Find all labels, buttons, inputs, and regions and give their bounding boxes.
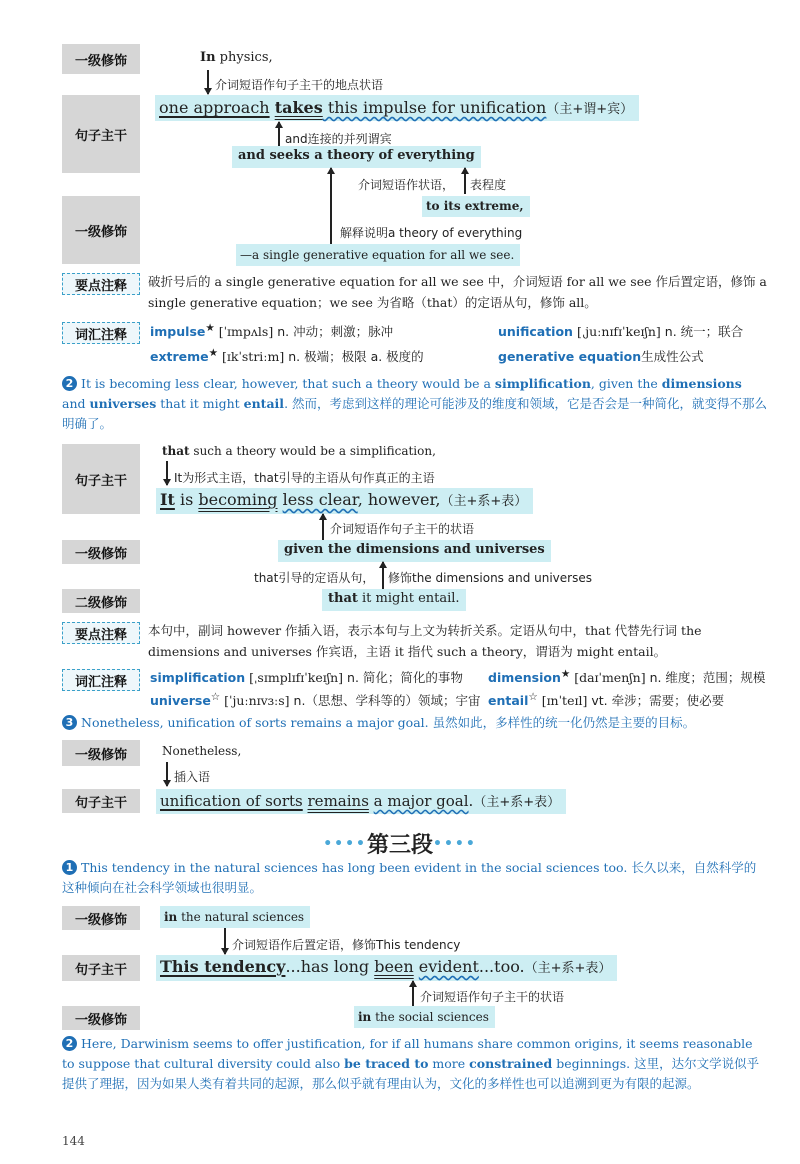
annotation-prep-adverbial: 介词短语作状语， [358, 178, 455, 192]
label-key-note-2: 要点注释 [62, 622, 140, 644]
label-level1-modifier-2: 一级修饰 [62, 196, 140, 264]
annotation-postpositive-attributive: 介词短语作后置定语，修饰This tendency [232, 938, 461, 952]
annotation-explain: 解释说明a theory of everything [340, 226, 523, 240]
annotation-formal-subject: It为形式主语，that引导的主语从句作真正的主语 [174, 471, 435, 485]
label-main-clause-3: 句子主干 [62, 789, 140, 813]
label-level2-modifier: 二级修饰 [62, 589, 140, 613]
page-number: 144 [62, 1134, 85, 1148]
modifier-in-physics: In physics, [200, 50, 273, 65]
paragraph-p3-sentence-1: 1 This tendency in the natural sciences has long been evident in the social sciences too. 长久以来，自然科学的这种倾向在社会科学领域也很明显。 [62, 860, 757, 895]
vocab-unification: unification [ˌjuːnɪfɪˈkeɪʃn] n. 统一；联合 [498, 324, 744, 340]
in-the-natural-sciences: in the natural sciences [160, 906, 310, 928]
main-clause-s1: one approach takes this impulse for unification（主+谓+宾） [155, 95, 639, 121]
vocab-universe: universe☆ [ˈjuːnɪvɜːs] n.（思想、学科等的）领域；宇宙 [150, 691, 481, 709]
section-title: ••••第三段•••• [323, 833, 477, 858]
vocab-extreme: extreme★ [ɪkˈstriːm] n. 极端；极限 a. 极度的 [150, 347, 424, 365]
paragraph-sentence-2: 2 It is becoming less clear, however, that such a theory would be a simplification, given the dimensions and universes that it might entail. 然而，考虑到这样的理论可能涉及的维度和领域，它是否会是一种简化，就变得不那么明确了。 [62, 376, 768, 431]
that-clause-subject: that such a theory would be a simplification, [162, 444, 436, 458]
label-main-clause-4: 句子主干 [62, 955, 140, 981]
label-key-note: 要点注释 [62, 273, 140, 295]
key-note-s1: 破折号后的 a single generative equation for all we see 中，介词短语 for all we see 作后置定语，修饰 a single generative equation；we see 为省略（that）的定语从句，修饰 all。 [148, 274, 767, 310]
label-main-clause-2: 句子主干 [62, 444, 140, 514]
vocab-generative-equation: generative equation生成性公式 [498, 349, 704, 364]
label-level1-modifier-4: 一级修饰 [62, 740, 140, 766]
dash-phrase: —a single generative equation for all we see. [236, 244, 520, 266]
vocab-impulse: impulse★ [ˈɪmpʌls] n. 冲动；刺激；脉冲 [150, 322, 394, 340]
vocab-entail: entail☆ [ɪnˈteɪl] vt. 牵涉；需要；使必要 [488, 691, 725, 709]
annotation-adverbial-3: 介词短语作句子主干的状语 [420, 990, 565, 1004]
label-level1-modifier-6: 一级修饰 [62, 1006, 140, 1030]
annotation-given-adverbial: 介词短语作句子主干的状语 [330, 522, 475, 536]
main-clause-p3s1: This tendency...has long been evident...too.（主+系+表） [156, 955, 617, 981]
annotation-that-relative: that引导的定语从句， [254, 571, 375, 585]
label-vocab-note: 词汇注释 [62, 322, 140, 344]
annotation-parenthetical: 插入语 [174, 770, 211, 784]
annotation-degree: 表程度 [470, 178, 507, 192]
vocab-dimension: dimension★ [daɪˈmenʃn] n. 维度；范围；规模 [488, 668, 766, 686]
to-its-extreme: to its extreme, [422, 196, 530, 217]
vocab-simplification: simplification [ˌsɪmplɪfɪˈkeɪʃn] n. 简化；简化的事物 [150, 670, 463, 686]
that-it-might-entail: that it might entail. [322, 589, 466, 611]
in-the-social-sciences: in the social sciences [354, 1006, 495, 1028]
label-main-clause: 句子主干 [62, 95, 140, 173]
given-phrase: given the dimensions and universes [278, 540, 551, 562]
paragraph-sentence-3: 3 Nonetheless, unification of sorts remains a major goal. 虽然如此，多样性的统一化仍然是主要的目标。 [62, 713, 768, 733]
paragraph-p3-sentence-2: 2 Here, Darwinism seems to offer justification, for if all humans share common origins, it seems reasonable to suppose that cultural diversity could also be traced to more constrained beginnings. 这里，达尔文学说似乎提供了理据，因为如果人类有着共同的起源，那么似乎就有理由认为，文化的多样性也可以追溯到更为有限的起源。 [62, 1036, 760, 1091]
main-clause-s2: It is becoming less clear, however,（主+系+表） [156, 488, 533, 514]
key-note-s2: 本句中，副词 however 作插入语，表示本句与上文为转折关系。定语从句中，that 代替先行词 the dimensions and universes 作宾语，主语 it 指代 such a theory，谓语为 might entail。 [148, 623, 702, 659]
annotation-modifies: 修饰the dimensions and universes [388, 571, 592, 585]
label-level1-modifier-3: 一级修饰 [62, 540, 140, 564]
annotation-and-parallel: and连接的并列谓宾 [285, 132, 392, 146]
and-clause: and seeks a theory of everything [232, 146, 481, 168]
annotation-location-adverbial: 介词短语作句子主干的地点状语 [215, 78, 384, 92]
nonetheless: Nonetheless, [162, 744, 242, 758]
label-vocab-note-2: 词汇注释 [62, 669, 140, 691]
label-level1-modifier: 一级修饰 [62, 44, 140, 74]
main-clause-s3: unification of sorts remains a major goal.（主+系+表） [156, 789, 566, 814]
label-level1-modifier-5: 一级修饰 [62, 906, 140, 930]
